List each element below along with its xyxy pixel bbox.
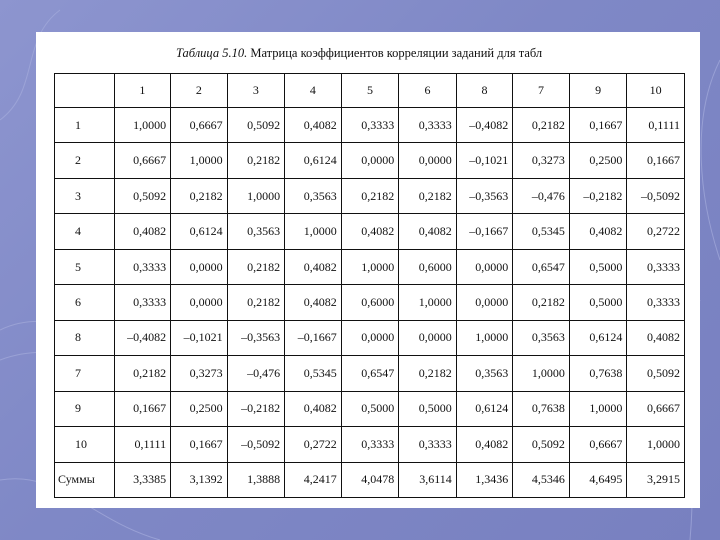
correlation-cell: 4,0478 xyxy=(341,462,399,497)
correlation-cell: 0,6667 xyxy=(171,108,228,143)
correlation-cell: 0,4082 xyxy=(285,391,342,426)
row-label: 4 xyxy=(55,214,115,249)
column-header-task-4: 4 xyxy=(285,74,342,108)
correlation-cell: 0,0000 xyxy=(341,320,399,355)
correlation-cell: 0,6667 xyxy=(114,143,171,178)
correlation-cell: –0,5092 xyxy=(627,178,685,213)
correlation-cell: 0,4082 xyxy=(456,427,513,462)
correlation-cell: 1,0000 xyxy=(456,320,513,355)
correlation-cell: 0,6667 xyxy=(627,391,685,426)
correlation-cell: 0,0000 xyxy=(399,143,457,178)
correlation-cell: 0,0000 xyxy=(341,143,399,178)
correlation-cell: 0,2182 xyxy=(399,356,457,391)
correlation-cell: 0,2182 xyxy=(513,108,570,143)
correlation-cell: 0,1667 xyxy=(114,391,171,426)
correlation-cell: 0,0000 xyxy=(171,285,228,320)
correlation-cell: 0,2500 xyxy=(171,391,228,426)
correlation-cell: 0,2182 xyxy=(513,285,570,320)
correlation-cell: 1,0000 xyxy=(227,178,285,213)
column-header-task-3: 3 xyxy=(227,74,285,108)
document-page xyxy=(36,32,700,508)
correlation-cell: 1,0000 xyxy=(114,108,171,143)
correlation-cell: 1,0000 xyxy=(285,214,342,249)
correlation-cell: 0,3563 xyxy=(285,178,342,213)
correlation-cell: 0,3333 xyxy=(341,108,399,143)
correlation-cell: 4,2417 xyxy=(285,462,342,497)
table-caption-text: Матрица коэффициентов корреляции заданий для табл xyxy=(250,46,543,60)
correlation-cell: –0,1021 xyxy=(171,320,228,355)
row-label: 10 xyxy=(55,427,115,462)
column-header-task-7: 7 xyxy=(513,74,570,108)
correlation-cell: 0,5000 xyxy=(341,391,399,426)
correlation-cell: 0,2182 xyxy=(114,356,171,391)
row-label: 9 xyxy=(55,391,115,426)
correlation-cell: 0,4082 xyxy=(341,214,399,249)
correlation-cell: 0,6547 xyxy=(513,249,570,284)
table-row xyxy=(55,143,685,178)
row-label: 1 xyxy=(55,108,115,143)
correlation-matrix-table xyxy=(54,73,685,498)
table-row xyxy=(55,249,685,284)
table-row xyxy=(55,427,685,462)
correlation-cell: –0,4082 xyxy=(114,320,171,355)
table-row xyxy=(55,178,685,213)
header-corner-cell xyxy=(55,74,115,108)
correlation-cell: 0,5345 xyxy=(513,214,570,249)
table-row xyxy=(55,285,685,320)
correlation-cell: 0,2182 xyxy=(227,285,285,320)
correlation-cell: 0,2182 xyxy=(399,178,457,213)
correlation-cell: 4,5346 xyxy=(513,462,570,497)
correlation-cell: 3,6114 xyxy=(399,462,457,497)
correlation-cell: 0,1111 xyxy=(114,427,171,462)
correlation-cell: 0,2722 xyxy=(285,427,342,462)
correlation-cell: 0,6000 xyxy=(399,249,457,284)
correlation-cell: 0,4082 xyxy=(399,214,457,249)
correlation-cell: 0,6667 xyxy=(569,427,627,462)
correlation-cell: 0,7638 xyxy=(513,391,570,426)
correlation-cell: 0,5092 xyxy=(227,108,285,143)
correlation-cell: –0,2182 xyxy=(227,391,285,426)
table-row xyxy=(55,214,685,249)
correlation-cell: 1,3436 xyxy=(456,462,513,497)
table-row xyxy=(55,391,685,426)
correlation-cell: 0,0000 xyxy=(399,320,457,355)
row-label: 3 xyxy=(55,178,115,213)
correlation-cell: 0,6124 xyxy=(569,320,627,355)
correlation-cell: 1,0000 xyxy=(513,356,570,391)
row-label: 8 xyxy=(55,320,115,355)
correlation-cell: 0,1667 xyxy=(171,427,228,462)
table-row xyxy=(55,108,685,143)
correlation-cell: 0,5092 xyxy=(627,356,685,391)
correlation-cell: 0,3273 xyxy=(171,356,228,391)
correlation-cell: 0,4082 xyxy=(285,108,342,143)
correlation-cell: 0,3333 xyxy=(627,249,685,284)
correlation-cell: 0,3333 xyxy=(399,427,457,462)
table-caption xyxy=(176,46,646,61)
correlation-cell: 0,1111 xyxy=(627,108,685,143)
column-header-task-9: 9 xyxy=(569,74,627,108)
correlation-cell: 0,3333 xyxy=(627,285,685,320)
correlation-cell: 0,7638 xyxy=(569,356,627,391)
correlation-cell: 0,6547 xyxy=(341,356,399,391)
correlation-cell: 0,0000 xyxy=(171,249,228,284)
table-row xyxy=(55,356,685,391)
correlation-cell: 4,6495 xyxy=(569,462,627,497)
correlation-cell: –0,2182 xyxy=(569,178,627,213)
correlation-cell: 0,2500 xyxy=(569,143,627,178)
correlation-cell: 0,6124 xyxy=(285,143,342,178)
correlation-cell: 0,4082 xyxy=(285,249,342,284)
correlation-cell: 1,0000 xyxy=(341,249,399,284)
column-header-task-8: 8 xyxy=(456,74,513,108)
correlation-cell: 0,3333 xyxy=(114,285,171,320)
row-label: 5 xyxy=(55,249,115,284)
correlation-cell: 0,2182 xyxy=(171,178,228,213)
correlation-cell: 0,3563 xyxy=(227,214,285,249)
correlation-cell: –0,1667 xyxy=(285,320,342,355)
row-label: 6 xyxy=(55,285,115,320)
correlation-cell: 0,4082 xyxy=(114,214,171,249)
correlation-cell: –0,1667 xyxy=(456,214,513,249)
correlation-cell: 0,3273 xyxy=(513,143,570,178)
correlation-cell: 0,0000 xyxy=(456,249,513,284)
correlation-cell: 1,3888 xyxy=(227,462,285,497)
column-header-task-5: 5 xyxy=(341,74,399,108)
correlation-cell: –0,476 xyxy=(227,356,285,391)
correlation-cell: 0,5000 xyxy=(569,249,627,284)
correlation-cell: 0,2722 xyxy=(627,214,685,249)
correlation-cell: 0,1667 xyxy=(627,143,685,178)
correlation-cell: –0,5092 xyxy=(227,427,285,462)
correlation-cell: –0,3563 xyxy=(227,320,285,355)
table-row xyxy=(55,462,685,497)
correlation-cell: 0,5345 xyxy=(285,356,342,391)
correlation-cell: 3,2915 xyxy=(627,462,685,497)
correlation-cell: 0,6124 xyxy=(456,391,513,426)
correlation-cell: 0,2182 xyxy=(341,178,399,213)
correlation-cell: 1,0000 xyxy=(627,427,685,462)
correlation-cell: 0,5000 xyxy=(569,285,627,320)
correlation-cell: –0,1021 xyxy=(456,143,513,178)
correlation-cell: 0,4082 xyxy=(569,214,627,249)
column-header-task-10: 10 xyxy=(627,74,685,108)
column-header-task-1: 1 xyxy=(114,74,171,108)
correlation-cell: 1,0000 xyxy=(569,391,627,426)
correlation-cell: –0,476 xyxy=(513,178,570,213)
correlation-cell: 0,5092 xyxy=(513,427,570,462)
table-caption-number: Таблица 5.10. xyxy=(176,46,248,60)
correlation-cell: 1,0000 xyxy=(171,143,228,178)
correlation-cell: 0,1667 xyxy=(569,108,627,143)
correlation-cell: 0,3333 xyxy=(341,427,399,462)
correlation-cell: 0,3563 xyxy=(513,320,570,355)
correlation-cell: 0,5000 xyxy=(399,391,457,426)
table-row xyxy=(55,320,685,355)
row-label: 7 xyxy=(55,356,115,391)
correlation-cell: 0,3333 xyxy=(399,108,457,143)
correlation-cell: 1,0000 xyxy=(399,285,457,320)
correlation-cell: 0,2182 xyxy=(227,249,285,284)
column-header-task-2: 2 xyxy=(171,74,228,108)
correlation-cell: 0,0000 xyxy=(456,285,513,320)
correlation-cell: 3,1392 xyxy=(171,462,228,497)
correlation-cell: 0,4082 xyxy=(627,320,685,355)
correlation-cell: 0,2182 xyxy=(227,143,285,178)
correlation-cell: 0,4082 xyxy=(285,285,342,320)
correlation-cell: 0,6124 xyxy=(171,214,228,249)
column-header-task-6: 6 xyxy=(399,74,457,108)
correlation-cell: –0,4082 xyxy=(456,108,513,143)
row-label: Суммы xyxy=(55,462,115,497)
correlation-cell: 0,3563 xyxy=(456,356,513,391)
correlation-cell: 0,5092 xyxy=(114,178,171,213)
correlation-cell: 0,3333 xyxy=(114,249,171,284)
correlation-cell: –0,3563 xyxy=(456,178,513,213)
row-label: 2 xyxy=(55,143,115,178)
correlation-cell: 0,6000 xyxy=(341,285,399,320)
table-header-row xyxy=(55,74,685,108)
correlation-cell: 3,3385 xyxy=(114,462,171,497)
